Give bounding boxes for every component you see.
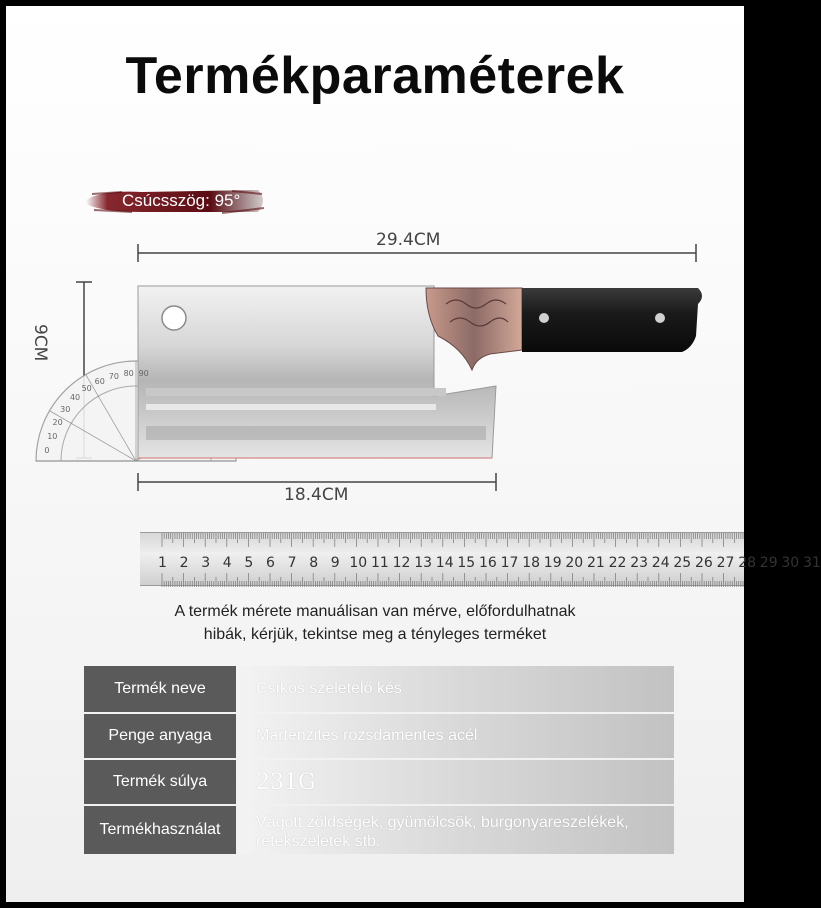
ruler-number: 10 xyxy=(349,555,368,571)
ruler-number: 18 xyxy=(522,555,541,571)
protractor-number: 80 xyxy=(123,369,134,379)
ruler-number: 28 xyxy=(738,555,757,571)
spec-label: Termékhasználat xyxy=(84,806,236,854)
protractor-number: 40 xyxy=(69,393,81,403)
ruler-number: 27 xyxy=(716,555,735,571)
knife-handle xyxy=(522,288,702,352)
ruler-number: 26 xyxy=(695,555,713,571)
ruler-number: 9 xyxy=(330,555,340,571)
spec-value xyxy=(238,806,674,854)
total-length-label: 29.4CM xyxy=(376,230,441,250)
ruler-number: 11 xyxy=(371,555,389,571)
knife-bolster xyxy=(426,288,522,370)
ruler xyxy=(140,532,821,586)
ruler-number: 25 xyxy=(673,555,692,571)
spec-value xyxy=(238,760,674,804)
table-row xyxy=(84,806,674,854)
ruler-number: 3 xyxy=(201,555,211,571)
protractor-number: 70 xyxy=(108,371,119,381)
ruler-number: 21 xyxy=(587,555,605,571)
ruler-number: 29 xyxy=(759,555,778,571)
usage-line-1: Vágott zöldségek, gyümölcsök, burgonyareszelékek, xyxy=(256,814,629,831)
protractor-number: 20 xyxy=(52,417,63,427)
ruler-number: 13 xyxy=(414,555,433,571)
table-row xyxy=(84,760,674,804)
table-row xyxy=(84,714,674,758)
weight-value: 231G xyxy=(256,769,316,795)
blade-height-label: 9CM xyxy=(30,324,50,362)
spec-label: Penge anyaga xyxy=(84,714,236,758)
spec-label: Termék súlya xyxy=(84,760,236,804)
note-line-2: hibák, kérjük, tekintse meg a tényleges terméket xyxy=(203,626,547,643)
ruler-number: 24 xyxy=(651,555,670,571)
protractor-number: 0 xyxy=(44,446,50,456)
ruler-number: 4 xyxy=(222,555,232,571)
ruler-numbers xyxy=(140,555,821,575)
measurement-note xyxy=(6,600,744,646)
ruler-number: 17 xyxy=(500,555,519,571)
handle-rivet xyxy=(655,313,665,323)
spec-label: Termék neve xyxy=(84,666,236,712)
table-row xyxy=(84,666,674,712)
ruler-number: 20 xyxy=(565,555,584,571)
knife-diagram xyxy=(6,6,744,506)
ruler-number: 23 xyxy=(630,555,649,571)
protractor-number: 10 xyxy=(47,431,58,441)
ruler-number: 5 xyxy=(244,555,254,571)
ruler-number: 30 xyxy=(781,555,800,571)
ruler-number: 22 xyxy=(608,555,627,571)
page-title: Termékparaméterek xyxy=(125,47,625,105)
ruler-number: 19 xyxy=(543,555,562,571)
ruler-number: 31 xyxy=(803,555,821,571)
blade-length-label: 18.4CM xyxy=(284,485,349,505)
usage-text xyxy=(256,809,629,851)
ruler-number: 15 xyxy=(457,555,476,571)
ruler-number: 7 xyxy=(287,555,297,571)
usage-line-2: retekszeletek stb. xyxy=(256,833,381,850)
angle-label: Csúcsszög: 95° xyxy=(122,191,241,210)
ruler-number: 16 xyxy=(479,555,497,571)
protractor-number: 50 xyxy=(81,383,92,393)
note-line-1: A termék mérete manuálisan van mérve, előfordulhatnak xyxy=(174,603,576,620)
handle-rivet xyxy=(539,313,549,323)
blade-hole xyxy=(162,306,186,330)
spec-value: Martenzites rozsdamentes acél xyxy=(238,714,674,758)
spec-value: Csíkos szeletelő kés xyxy=(238,666,674,712)
ruler-number: 8 xyxy=(309,555,319,571)
product-page xyxy=(6,6,821,902)
ruler-number: 1 xyxy=(158,555,167,571)
ruler-number: 2 xyxy=(179,555,189,571)
protractor-number: 90 xyxy=(138,369,149,379)
ruler-number: 14 xyxy=(435,555,454,571)
protractor-number: 30 xyxy=(60,404,71,414)
ruler-number: 6 xyxy=(266,555,275,571)
ruler-number: 12 xyxy=(392,555,411,571)
protractor-number: 60 xyxy=(94,376,105,386)
